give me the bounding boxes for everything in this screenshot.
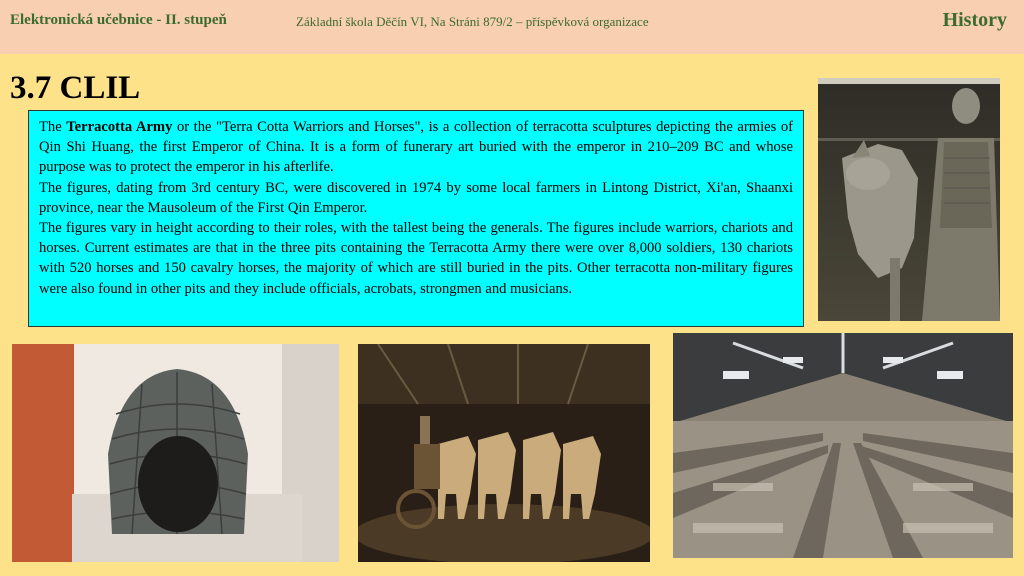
paragraph-1-bold: Terracotta Army xyxy=(66,119,173,135)
armour-helmet-photo xyxy=(12,344,339,562)
paragraph-1 xyxy=(39,117,793,178)
chariot-horses-photo xyxy=(358,344,650,562)
excavation-pit-photo xyxy=(673,333,1013,558)
header-school-name: Základní škola Děčín VI, Na Stráni 879/2 – příspěvková organizace xyxy=(296,14,649,29)
header-subject: History xyxy=(942,9,1007,31)
paragraph-1-start: The xyxy=(39,119,67,135)
header-textbook-title: Elektronická učebnice - II. stupeň xyxy=(10,12,227,28)
paragraph-2: The figures, dating from 3rd century BC, were discovered in 1974 by some local farmers in Lintong District, Xi'an, Shaanxi province, near the Mausoleum of the First Qin Emperor. xyxy=(39,179,793,216)
page-title: 3.7 CLIL xyxy=(10,70,141,106)
text-box xyxy=(28,110,804,327)
warrior-horse-photo xyxy=(818,78,1000,321)
paragraph-3: The figures vary in height according to their roles, with the tallest being the generals. The figures include warriors, chariots and horses. Current estimates are that in the three pits containing the Terracotta Army there were over 8,000 soldiers, 130 chariots with 520 horses and 150 cavalry horses, the majority of which are still buried in the pits. Other terracotta non-military figures were also found in other pits and they include officials, acrobats, strongmen and musicians. xyxy=(39,220,793,297)
paragraph-1-rest: or the "Terra Cotta Warriors and Horses", is a collection of terracotta sculptures depicting the armies of Qin Shi Huang, the first Emperor of China. It is a form of funerary art buried with the emperor in 210–209 BC and whose purpose was to protect the emperor in his afterlife. xyxy=(39,119,793,176)
header-band xyxy=(0,0,1024,54)
